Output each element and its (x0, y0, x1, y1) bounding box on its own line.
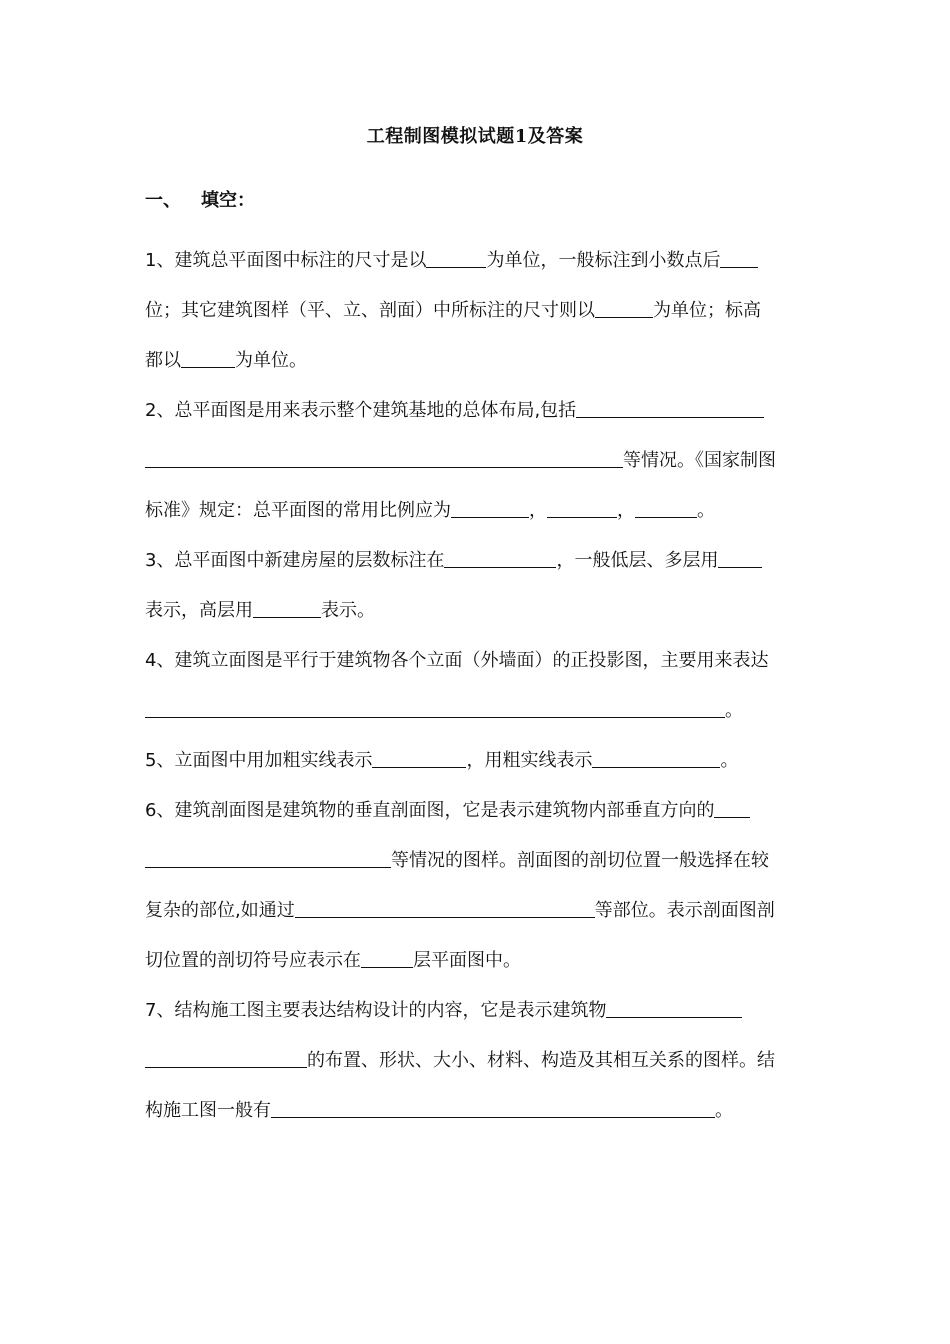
question-text: 切位置的剖切符号应表示在 (145, 950, 361, 971)
question-text: ， (529, 500, 547, 521)
question-text: 的布置、形状、大小、材料、构造及其相互关系的图样。结 (307, 1050, 775, 1071)
answer-blank[interactable] (547, 500, 617, 518)
question-line (145, 836, 810, 886)
question-text: ，用粗实线表示 (466, 750, 593, 771)
answer-blank[interactable] (295, 900, 595, 918)
question-text: 。 (725, 700, 743, 721)
answer-blank[interactable] (181, 350, 235, 368)
question-line (145, 236, 810, 286)
section-number: 一、 (145, 190, 181, 211)
answer-blank[interactable] (592, 750, 720, 768)
section-label: 填空： (201, 190, 255, 211)
question-line (145, 536, 810, 586)
question-3 (145, 536, 810, 636)
answer-blank[interactable] (595, 300, 653, 318)
question-line (145, 286, 810, 336)
question-text: 等情况的图样。剖面图的剖切位置一般选择在较 (391, 850, 769, 871)
question-text: 1、建筑总平面图中标注的尺寸是以 (145, 250, 427, 271)
answer-blank[interactable] (145, 450, 623, 468)
answer-blank[interactable] (145, 1050, 307, 1068)
answer-blank[interactable] (145, 850, 391, 868)
question-text: 复杂的部位,如通过 (145, 900, 295, 921)
answer-blank[interactable] (372, 750, 466, 768)
answer-blank[interactable] (714, 800, 750, 818)
question-line (145, 786, 810, 836)
question-line (145, 386, 810, 436)
question-2 (145, 386, 810, 536)
question-line (145, 1086, 810, 1136)
question-4 (145, 636, 810, 736)
question-text: 为单位；标高 (653, 300, 761, 321)
answer-blank[interactable] (718, 550, 762, 568)
question-text: 构施工图一般有 (145, 1100, 271, 1121)
question-text: 。 (720, 750, 739, 771)
question-line (145, 986, 810, 1036)
question-list (145, 236, 810, 1136)
question-text: 为单位，一般标注到小数点后 (486, 250, 721, 271)
question-5 (145, 736, 810, 786)
question-line (145, 636, 810, 686)
question-text: 7、结构施工图主要表达结构设计的内容，它是表示建筑物 (145, 1000, 607, 1021)
question-text: ， (617, 500, 635, 521)
answer-blank[interactable] (635, 500, 697, 518)
question-line (145, 886, 810, 936)
answer-blank[interactable] (426, 250, 486, 268)
question-text: 表示，高层用 (145, 600, 253, 621)
question-text: 层平面图中。 (413, 950, 521, 971)
question-text: 都以 (145, 350, 181, 371)
question-text: 为单位。 (235, 350, 307, 371)
answer-blank[interactable] (271, 1100, 715, 1118)
question-6 (145, 786, 810, 986)
question-text: 。 (715, 1100, 733, 1121)
question-text: ，一般低层、多层用 (556, 550, 719, 571)
answer-blank[interactable] (444, 550, 556, 568)
question-text: 位；其它建筑图样（平、立、剖面）中所标注的尺寸则以 (145, 300, 595, 321)
answer-blank[interactable] (361, 950, 413, 968)
question-text: 等情况。《国家制图 (623, 450, 776, 471)
answer-blank[interactable] (576, 400, 764, 418)
question-line (145, 486, 810, 536)
question-line (145, 336, 810, 386)
answer-blank[interactable] (253, 600, 321, 618)
answer-blank[interactable] (606, 1000, 742, 1018)
question-text: 6、建筑剖面图是建筑物的垂直剖面图，它是表示建筑物内部垂直方向的 (145, 800, 715, 821)
question-text: 5、立面图中用加粗实线表示 (145, 750, 373, 771)
question-7 (145, 986, 810, 1136)
section-heading (145, 188, 255, 214)
question-text: 。 (697, 500, 715, 521)
question-text: 4、建筑立面图是平行于建筑物各个立面（外墙面）的正投影图，主要用来表达 (145, 650, 769, 671)
answer-blank[interactable] (145, 700, 725, 718)
answer-blank[interactable] (451, 500, 529, 518)
question-line (145, 936, 810, 986)
answer-blank[interactable] (720, 250, 758, 268)
question-text: 表示。 (321, 600, 375, 621)
question-text: 等部位。表示剖面图剖 (594, 900, 775, 921)
question-text: 3、总平面图中新建房屋的层数标注在 (145, 550, 445, 571)
question-line (145, 436, 810, 486)
question-line (145, 586, 810, 636)
page-title: 工程制图模拟试题1及答案 (366, 126, 584, 147)
question-line (145, 736, 810, 786)
question-line (145, 1036, 810, 1086)
question-text: 标准》规定：总平面图的常用比例应为 (145, 500, 451, 521)
question-1 (145, 236, 810, 386)
question-line (145, 686, 810, 736)
question-text: 2、总平面图是用来表示整个建筑基地的总体布局,包括 (145, 400, 577, 421)
